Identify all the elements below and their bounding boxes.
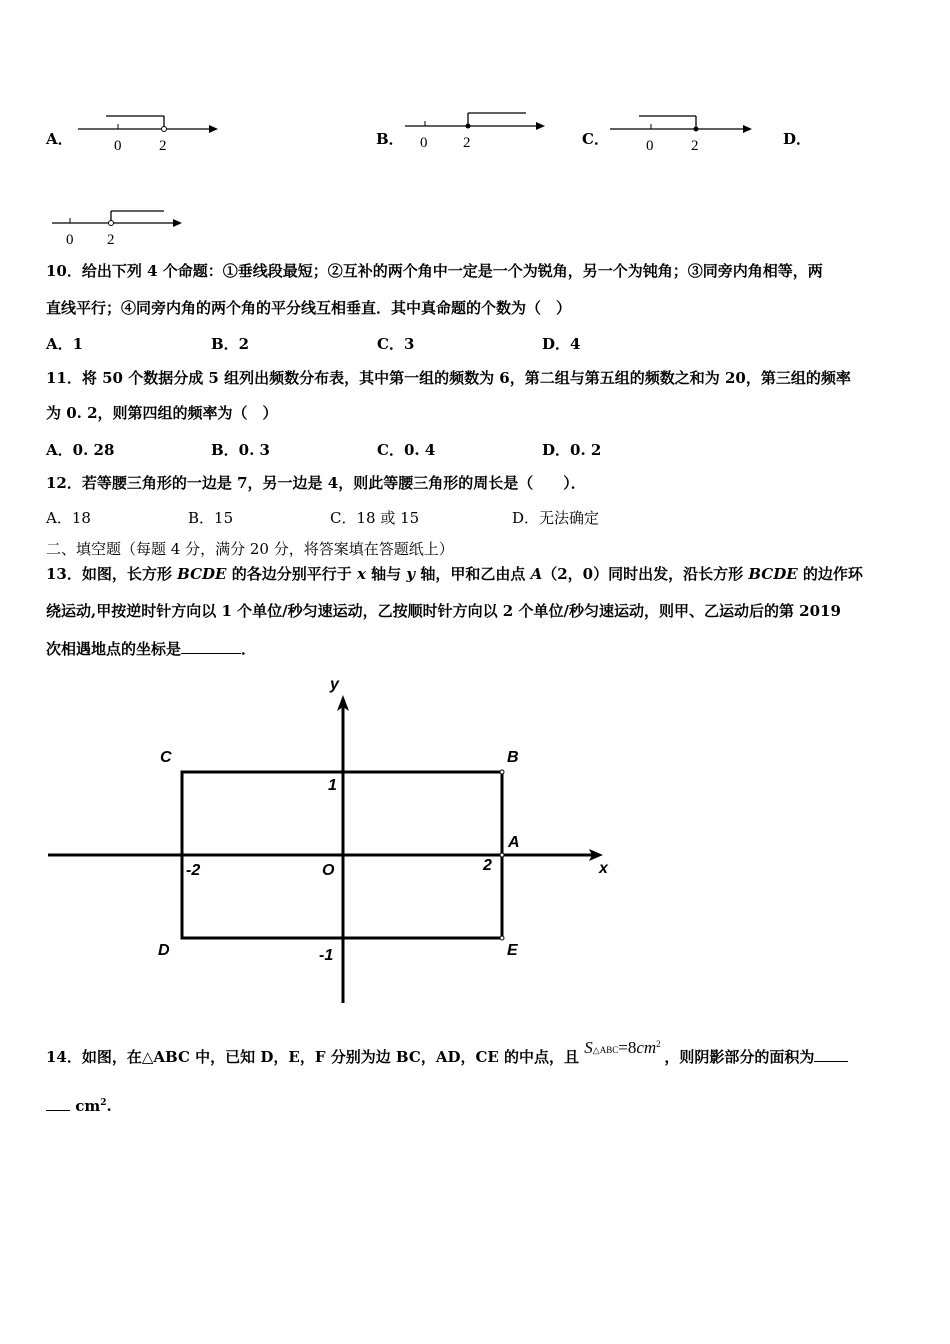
q11-line1: 11．将 50 个数据分成 5 组列出频数分布表，其中第一组的频数为 6，第二组与第五组的频数之和为 20，第三组的频率 <box>46 369 851 387</box>
q13-text-1: 13．如图，长方形 <box>46 565 172 583</box>
q14-formula-eq: =8 <box>618 1038 637 1057</box>
q12-option-d: D．无法确定 <box>512 509 600 527</box>
q10-line2: 直线平行；④同旁内角的两个角的平分线互相垂直．其中真命题的个数为（ ） <box>46 299 572 317</box>
label-o: O <box>322 862 335 879</box>
q9-option-a-numberline <box>78 112 228 157</box>
q13-line1 <box>46 564 863 584</box>
label-b: B <box>507 749 519 766</box>
q13-line2: 绕运动,甲按逆时针方向以 1 个单位/秒匀速运动，乙按顺时针方向以 2 个单位/秒匀速运动，则甲、乙运动后的第 2019 <box>46 602 841 620</box>
q12-option-b: B．15 <box>188 509 234 527</box>
label-c: C <box>160 749 172 766</box>
label-a: A <box>508 834 520 851</box>
q10-option-d: D．4 <box>542 335 581 353</box>
q13-a: A <box>530 565 543 583</box>
q12-option-a: A．18 <box>46 509 91 527</box>
q12-line1: 12．若等腰三角形的一边是 7，另一边是 4，则此等腰三角形的周长是（ ）． <box>46 474 586 492</box>
q10-option-a: A．1 <box>46 335 84 353</box>
q12-option-c: C．18 或 15 <box>330 509 420 527</box>
point-a <box>500 853 504 857</box>
q13-line3-end: ． <box>241 640 257 658</box>
q14-unit: cm <box>70 1097 101 1115</box>
q10-line1: 10．给出下列 4 个命题：①垂线段最短；②互补的两个角中一定是一个为锐角，另一个为钝角；③同旁内角相等，两 <box>46 262 823 280</box>
q14-formula-s: S <box>584 1038 593 1057</box>
q9-c-tick-0: 0 <box>646 138 654 154</box>
label-d: D <box>158 942 170 959</box>
q13-text-4: 轴，甲和乙由点 <box>420 565 526 583</box>
q9-a-tick-0: 0 <box>114 138 122 154</box>
point-b <box>500 770 504 774</box>
q11-line2: 为 0. 2，则第四组的频率为（ ） <box>46 404 278 422</box>
q14-answer-blank-2[interactable] <box>46 1110 70 1111</box>
q10-option-b: B．2 <box>211 335 250 353</box>
q13-rect-name-2: BCDE <box>748 565 798 583</box>
section-2-heading: 二、填空题（每题 4 分，满分 20 分，将答案填在答题纸上） <box>46 540 454 558</box>
q14-line1 <box>46 1038 848 1069</box>
label-e: E <box>507 942 518 959</box>
q14-dot: . <box>106 1097 112 1115</box>
q14-line2 <box>46 1093 112 1116</box>
q9-option-a-label: A． <box>46 130 73 148</box>
q9-d-tick-0: 0 <box>66 232 74 248</box>
q14-unit-pow: 2 <box>100 1098 107 1108</box>
label-2: 2 <box>483 857 492 874</box>
q9-option-b-label: B． <box>376 130 404 148</box>
q14-answer-blank-1[interactable] <box>814 1061 848 1062</box>
q9-b-tick-2: 2 <box>463 135 471 151</box>
q11-option-b: B．0. 3 <box>211 441 270 459</box>
q9-c-tick-2: 2 <box>691 138 699 154</box>
q13-text-3: 轴与 <box>371 565 402 583</box>
q9-d-tick-2: 2 <box>107 232 115 248</box>
label-1: 1 <box>328 777 337 794</box>
q14-text-1: 14．如图，在△ABC 中，已知 D，E，F 分别为边 BC，AD，CE 的中点，且 <box>46 1048 580 1066</box>
q10-option-c: C．3 <box>377 335 415 353</box>
q13-answer-blank[interactable] <box>181 653 241 654</box>
q14-text-2: ，则阴影部分的面积为 <box>664 1048 815 1066</box>
q13-rect-name: BCDE <box>177 565 227 583</box>
q13-y: y <box>406 565 416 583</box>
q13-line3 <box>46 639 256 659</box>
q9-option-b-numberline <box>405 108 555 153</box>
label-x: x <box>599 860 608 877</box>
label-y: y <box>330 676 339 693</box>
q14-formula <box>584 1038 664 1057</box>
q9-a-tick-2: 2 <box>159 138 167 154</box>
q13-text-6: 的边作环 <box>802 565 863 583</box>
q11-option-d: D．0. 2 <box>542 441 602 459</box>
q9-option-d-label: D． <box>783 130 812 148</box>
q9-option-d-numberline <box>52 205 202 250</box>
q9-option-c-label: C． <box>582 130 609 148</box>
q14-formula-unit: cm <box>636 1038 657 1057</box>
q14-formula-pow: 2 <box>656 1039 661 1049</box>
q11-option-a: A．0. 28 <box>46 441 115 459</box>
coordinate-figure <box>40 665 620 1010</box>
q9-b-tick-0: 0 <box>420 135 428 151</box>
q13-text-2: 的各边分别平行于 <box>231 565 352 583</box>
q11-option-c: C．0. 4 <box>377 441 436 459</box>
point-e <box>500 936 504 940</box>
label-neg1: -1 <box>319 947 334 964</box>
label-neg2: -2 <box>186 862 201 879</box>
q14-formula-sub: △ABC <box>592 1045 619 1055</box>
q13-x: x <box>356 565 366 583</box>
q9-option-c-numberline <box>610 112 760 157</box>
q13-text-5: （2，0）同时出发，沿长方形 <box>542 565 744 583</box>
q13-line3-text: 次相遇地点的坐标是 <box>46 640 182 658</box>
